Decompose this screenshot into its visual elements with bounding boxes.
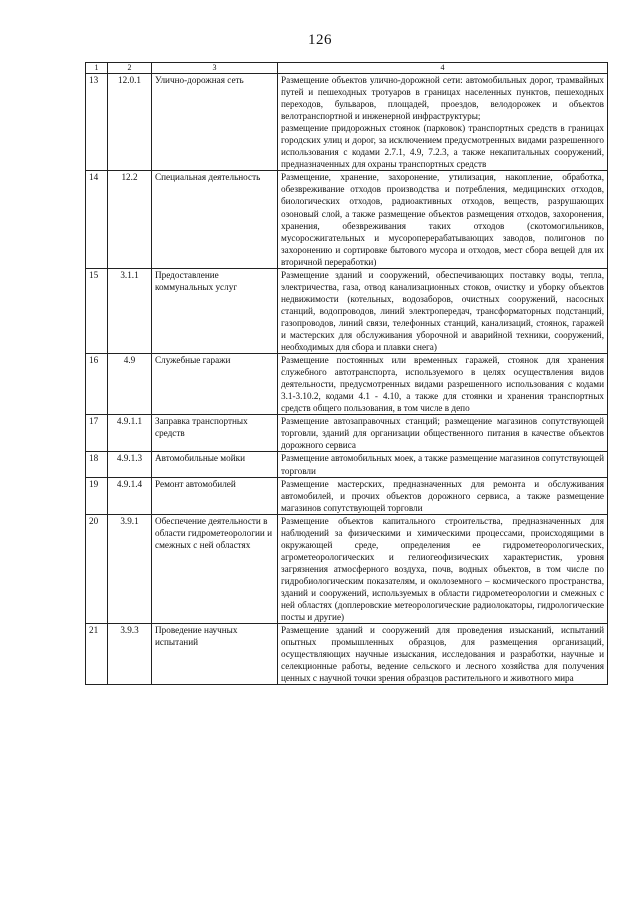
row-number: 15 bbox=[86, 268, 108, 353]
land-use-description bbox=[278, 477, 608, 514]
land-use-code: 3.9.1 bbox=[108, 514, 152, 623]
page-number: 126 bbox=[308, 32, 332, 48]
land-use-description bbox=[278, 354, 608, 415]
land-use-description bbox=[278, 452, 608, 477]
header-cell-3: 3 bbox=[152, 63, 278, 74]
land-use-name: Обеспечение деятельности в области гидрометеорологии и смежных с ней областях bbox=[152, 514, 278, 623]
table-row bbox=[86, 514, 608, 623]
row-number: 13 bbox=[86, 74, 108, 171]
land-use-code: 12.0.1 bbox=[108, 74, 152, 171]
description-paragraph: Размещение автозаправочных станций; размещение магазинов сопутствующей торговли, зданий для организации общественного питания в качестве объектов дорожного сервиса bbox=[281, 416, 604, 451]
land-use-description bbox=[278, 268, 608, 353]
row-number: 14 bbox=[86, 171, 108, 268]
table-row bbox=[86, 477, 608, 514]
table-header-row bbox=[86, 63, 608, 74]
header-cell-4: 4 bbox=[278, 63, 608, 74]
land-use-description bbox=[278, 415, 608, 452]
header-cell-2: 2 bbox=[108, 63, 152, 74]
description-paragraph: Размещение объектов капитального строительства, предназначенных для наблюдений за физическими и химическими процессами, происходящими в окружающей среде, определения ее гидрометеорологических, агрометеорологических и гелиогеофизических характеристик, уровня загрязнения атмосферного воздуха, почв, водных объектов, в том числе по гидробиологическим показателям, и околоземного – космического пространства, зданий и сооружений, используемых в области гидрометеорологии и смежных с ней областях (доплеровские метеорологические радиолокаторы, гидрологические посты и другие) bbox=[281, 515, 604, 623]
table-row bbox=[86, 74, 608, 171]
table-row bbox=[86, 354, 608, 415]
land-use-name: Проведение научных испытаний bbox=[152, 624, 278, 685]
land-use-name: Улично-дорожная сеть bbox=[152, 74, 278, 171]
land-use-code: 12.2 bbox=[108, 171, 152, 268]
table-row bbox=[86, 268, 608, 353]
description-paragraph: Размещение зданий и сооружений, обеспечивающих поставку воды, тепла, электричества, газа, отвод канализационных стоков, очистку и уборку объектов недвижимости (котельных, водозаборов, очистных сооружений, насосных станций, водопроводов, линий электропередач, трансформаторных подстанций, газопроводов, линий связи, телефонных станций, канализаций, стоянок, гаражей и мастерских для обслуживания уборочной и аварийной техники, сооружений, необходимых для сбора и плавки снега) bbox=[281, 269, 604, 353]
land-use-code: 4.9.1.1 bbox=[108, 415, 152, 452]
table-row bbox=[86, 415, 608, 452]
land-use-description bbox=[278, 514, 608, 623]
land-use-description bbox=[278, 74, 608, 171]
header-cell-1: 1 bbox=[86, 63, 108, 74]
description-paragraph: Размещение объектов улично-дорожной сети: автомобильных дорог, трамвайных путей и пешеходных тротуаров в границах населенных пунктов, пешеходных переходов, бульваров, площадей, проездов, велодорожек и объектов велотранспортной и инженерной инфраструктуры; bbox=[281, 75, 604, 122]
land-use-name: Специальная деятельность bbox=[152, 171, 278, 268]
land-use-table bbox=[85, 62, 608, 685]
description-paragraph: Размещение мастерских, предназначенных для ремонта и обслуживания автомобилей, и прочих объектов дорожного сервиса, а также размещение магазинов сопутствующей торговли bbox=[281, 478, 604, 513]
land-use-code: 3.1.1 bbox=[108, 268, 152, 353]
description-paragraph: размещение придорожных стоянок (парковок) транспортных средств в границах городских улиц и дорог, за исключением предусмотренных видами разрешенного использования с кодами 2.7.1, 4.9, 7.2.3, а также некапитальных сооружений, предназначенных для охраны транспортных средств bbox=[281, 123, 604, 170]
description-paragraph: Размещение автомобильных моек, а также размещение магазинов сопутствующей торговли bbox=[281, 453, 604, 476]
land-use-description bbox=[278, 171, 608, 268]
land-use-description bbox=[278, 624, 608, 685]
land-use-name: Автомобильные мойки bbox=[152, 452, 278, 477]
land-use-name: Ремонт автомобилей bbox=[152, 477, 278, 514]
land-use-code: 4.9 bbox=[108, 354, 152, 415]
description-paragraph: Размещение, хранение, захоронение, утилизация, накопление, обработка, обезвреживание отходов производства и потребления, медицинских отходов, биологических отходов, радиоактивных отходов, веществ, разрушающих озоновый слой, а также размещение объектов размещения отходов, захоронения, хранения, обезвреживания таких отходов (скотомогильников, мусоросжигательных и мусороперерабатывающих заводов, полигонов по захоронению и сортировке бытового мусора и отходов, мест сбора вещей для их вторичной переработки) bbox=[281, 172, 604, 267]
land-use-name: Предоставление коммунальных услуг bbox=[152, 268, 278, 353]
row-number: 17 bbox=[86, 415, 108, 452]
table-row bbox=[86, 452, 608, 477]
row-number: 19 bbox=[86, 477, 108, 514]
row-number: 21 bbox=[86, 624, 108, 685]
row-number: 16 bbox=[86, 354, 108, 415]
land-use-name: Служебные гаражи bbox=[152, 354, 278, 415]
row-number: 18 bbox=[86, 452, 108, 477]
row-number: 20 bbox=[86, 514, 108, 623]
description-paragraph: Размещение постоянных или временных гаражей, стоянок для хранения служебного автотранспорта, используемого в целях осуществления видов деятельности, предусмотренных видами разрешенного использования с кодами 3.1-3.10.2, кодами 4.1 - 4.10, а также для стоянки и хранения транспортных средств общего пользования, в том числе в депо bbox=[281, 355, 604, 414]
land-use-code: 4.9.1.3 bbox=[108, 452, 152, 477]
description-paragraph: Размещение зданий и сооружений для проведения изысканий, испытаний опытных промышленных образцов, для размещения организаций, осуществляющих научные изыскания, исследования и разработки, научные и селекционные работы, ведение сельского и лесного хозяйства для получения ценных с научной точки зрения образцов растительного и животного мира bbox=[281, 625, 604, 684]
land-use-code: 3.9.3 bbox=[108, 624, 152, 685]
table-row bbox=[86, 171, 608, 268]
table-row bbox=[86, 624, 608, 685]
land-use-name: Заправка транспортных средств bbox=[152, 415, 278, 452]
land-use-code: 4.9.1.4 bbox=[108, 477, 152, 514]
